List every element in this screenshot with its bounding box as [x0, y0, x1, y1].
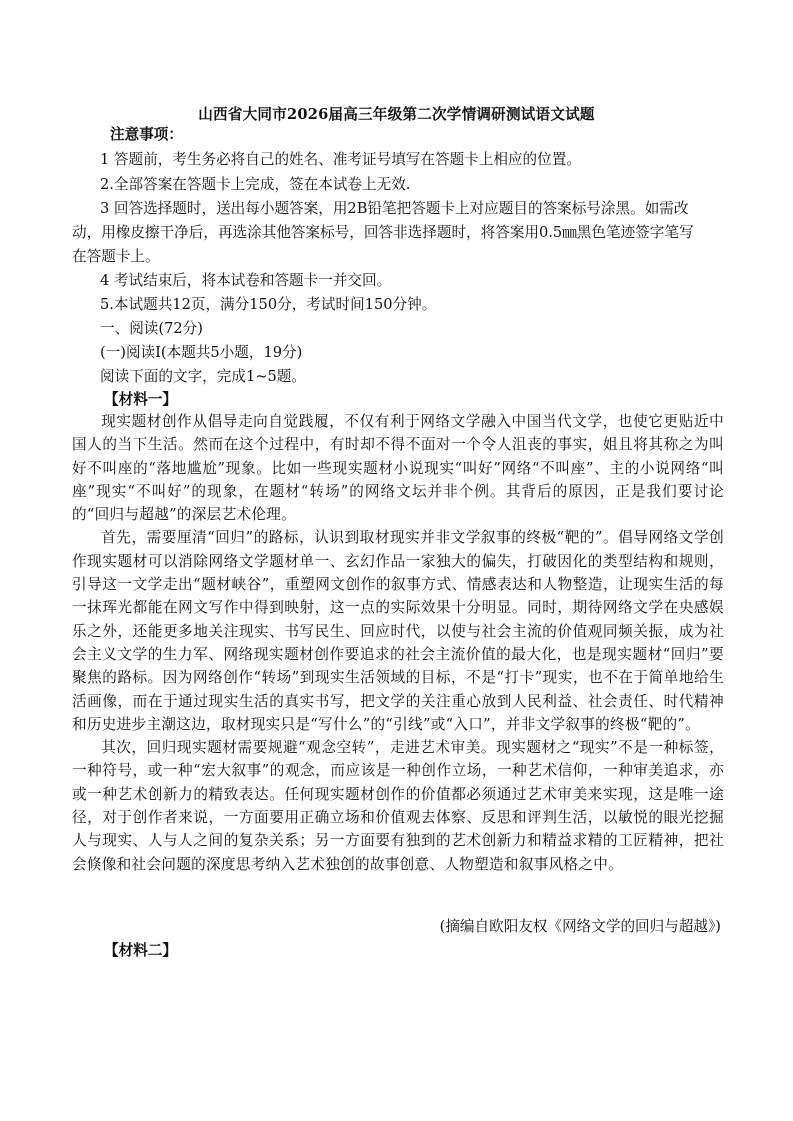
material-2-label: 【材料二】 [104, 942, 177, 959]
material-1-body [72, 410, 724, 876]
notice-item-1: 1 答题前，考生务必将自己的姓名、准考证号填写在答题卡上相应的位置。 [100, 151, 581, 168]
notice-item-3-line-2: 动，用橡皮擦干净后，再选涂其他答案标号，回答非选择题时，将答案用0.5㎜黑色笔迹签字笔写 [72, 224, 694, 241]
notice-item-3-line-3: 在答题卡上。 [72, 248, 160, 265]
reading-instruction: 阅读下面的文字，完成1~5题。 [100, 368, 306, 385]
material-1-paragraph-2: 首先，需要厘清“回归”的路标，认识到取材现实并非文学叙事的终极“靶的”。倡导网络文学创作现实题材可以消除网络文学题材单一、玄幻作品一家独大的偏失，打破因化的类型结构和规则，引导这一文学走出“题材峡谷”，重塑网文创作的叙事方式、情感表达和人物整造，让现实生活的每一抹珲光都能在网文写作中得到映射，这一点的实际效果十分明显。同时，期待网络文学在央感娱乐之外，还能更多地关注现实、书写民生、回应时代，以使与社会主流的价值观同频关振，成为社会主义文学的生力军、网络现实题材创作要追求的社会主流价值的最大化，也是现实题材“回归”要聚焦的路标。因为网络创作“转场”到现实生活领域的目标，不是“打卡”现实，也不在于简单地给生活画像，而在于通过现实生活的真实书写，把文学的关注重心放到人民利益、社会责任、时代精神和历史进步主潮这边，取材现实只是“写什么”的“引线”或“入口”，并非文学叙事的终极“靶的”。 [72, 529, 724, 733]
material-1-source: (摘编自欧阳友权《网络文学的回归与超越》) [439, 918, 721, 935]
material-1-paragraph-1: 现实题材创作从倡导走向自觉践履，不仅有利于网络文学融入中国当代文学，也使它更贴近中国人的当下生活。然而在这个过程中，有时却不得不面对一个令人沮丧的事实，姐且将其称之为叫好不叫座的“落地尴尬”现象。比如一些现实题材小说现实“叫好”网络“不叫座”、主的小说网络“叫座”现实“不叫好”的现象，在题材“转场”的网络文坛并非个例。其背后的原因，正是我们要讨论的“回归与超越”的深层艺术伦理。 [72, 413, 724, 524]
notice-item-5: 5.本试题共12页，满分150分，考试时间150分钟。 [100, 296, 437, 313]
notice-item-3-line-1: 3 回答选择题时，送出每小题答案，用2B铅笔把答题卡上对应题目的答案标号涂黑。如需改 [100, 200, 689, 217]
material-1-label: 【材料一】 [104, 391, 177, 408]
section-heading: 一、阅读(72分) [100, 320, 203, 337]
notice-item-2: 2.全部答案在答题卡上完成，签在本试卷上无效. [100, 176, 411, 193]
notice-item-4: 4 考试结束后，将本试卷和答题卡一并交回。 [100, 272, 392, 289]
notice-heading: 注意事项： [110, 126, 183, 143]
material-1-paragraph-3: 其次，回归现实题材需要规避“观念空转”，走进艺术审美。现实题材之“现实”不是一种标签，一种符号，或一种“宏大叙事”的观念，而应该是一种创作立场，一种艺术信仰，一种审美追求，亦或一种艺术创新力的精致表达。任何现实题材创作的价值都必须通过艺术审美来实现，这是唯一途径，对于创作者来说，一方面要用正确立场和价值观去体察、反思和评判生活，以敏悦的眼光挖掘人与现实、人与人之间的复杂关系；另一方面要有独到的艺术创新力和精益求精的工匠精神，把社会倏像和社会问题的深度思考纳入艺术独创的故事创意、人物塑造和叙事风格之中。 [72, 739, 724, 873]
exam-title: 山西省大同市2026届高三年级第二次学情调研测试语文试题 [198, 106, 595, 123]
subsection-heading: (一)阅读Ⅰ(本题共5小题，19分) [100, 344, 303, 361]
